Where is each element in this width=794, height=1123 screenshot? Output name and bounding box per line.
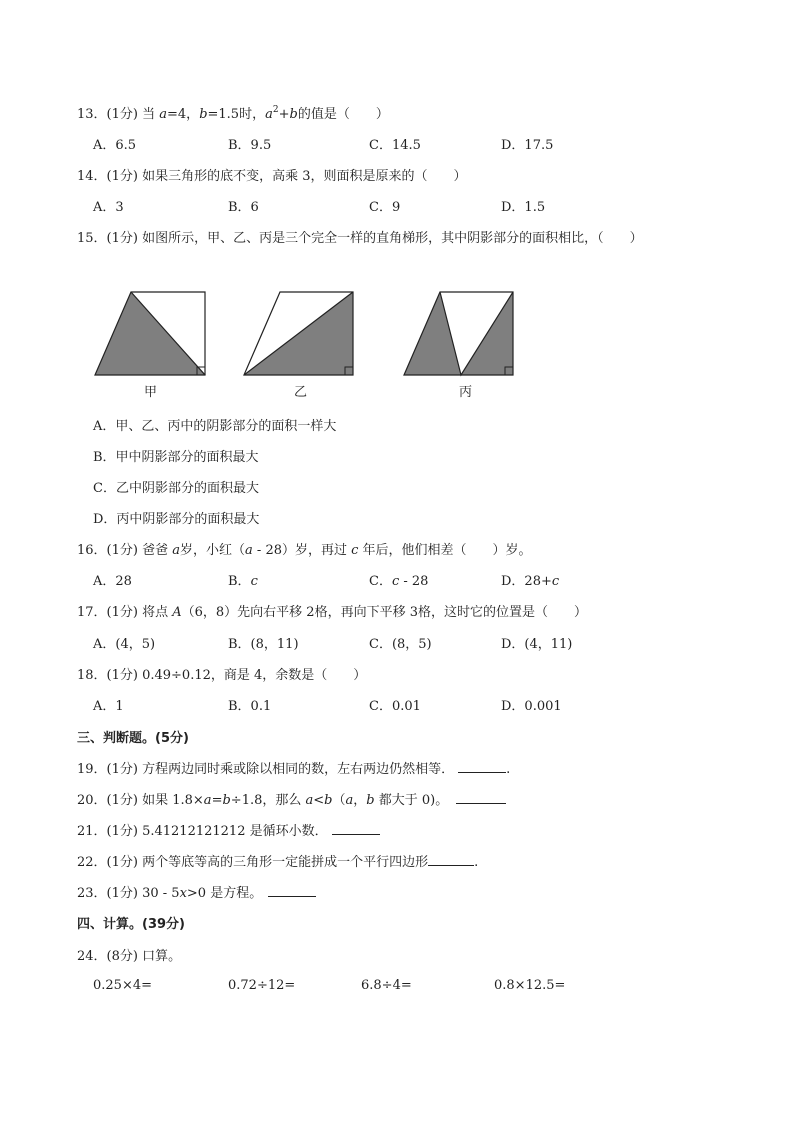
trapezoid-bing-figure <box>403 291 517 378</box>
option-c[interactable]: C．0.01 <box>369 699 421 714</box>
option-c[interactable]: C．9 <box>369 200 401 215</box>
option-d[interactable]: D．28+c <box>501 574 560 589</box>
question-15: 15．(1分) 如图所示，甲、乙、丙是三个完全一样的直角梯形，其中阴影部分的面积相比，（ ） <box>77 231 643 246</box>
option-d[interactable]: D．丙中阴影部分的面积最大 <box>93 512 260 527</box>
option-a[interactable]: A．3 <box>93 200 124 215</box>
answer-blank[interactable] <box>428 853 474 866</box>
option-b[interactable]: B．0.1 <box>228 699 272 714</box>
answer-blank[interactable] <box>332 822 380 835</box>
trapezoid-yi-figure <box>243 291 357 378</box>
option-d[interactable]: D．0.001 <box>501 699 562 714</box>
option-b[interactable]: B．6 <box>228 200 259 215</box>
option-a[interactable]: A．甲、乙、丙中的阴影部分的面积一样大 <box>93 419 337 434</box>
answer-blank[interactable] <box>268 884 316 897</box>
caption-yi: 乙 <box>294 385 308 400</box>
option-d[interactable]: D．(4，11) <box>501 637 573 652</box>
question-24: 24．(8分) 口算。 <box>77 949 182 964</box>
answer-blank[interactable] <box>458 760 506 773</box>
option-a[interactable]: A．1 <box>93 699 124 714</box>
question-17: 17．(1分) 将点 A（6，8）先向右平移 2格，再向下平移 3格，这时它的位置是（ ） <box>77 605 587 620</box>
section-heading-calculation: 四、计算。(39分) <box>77 917 185 932</box>
question-19: 19．(1分) 方程两边同时乘或除以相同的数，左右两边仍然相等． . <box>77 762 511 777</box>
question-18: 18．(1分) 0.49÷0.12，商是 4，余数是（ ） <box>77 668 367 683</box>
option-d[interactable]: D．17.5 <box>501 138 554 153</box>
question-21: 21．(1分) 5.41212121212 是循环小数． <box>77 820 380 839</box>
option-a[interactable]: A．6.5 <box>93 138 137 153</box>
calc-item: 0.25×4= <box>93 978 153 993</box>
calc-item: 6.8÷4= <box>361 978 412 993</box>
option-b[interactable]: B．甲中阴影部分的面积最大 <box>93 450 259 465</box>
question-22: 22．(1分) 两个等底等高的三角形一定能拼成一个平行四边形 . <box>77 855 479 870</box>
question-number: 13．(1分) <box>77 107 138 122</box>
option-a[interactable]: A．(4，5) <box>93 637 156 652</box>
question-14: 14．(1分) 如果三角形的底不变，高乘 3，则面积是原来的（ ） <box>77 169 467 184</box>
option-b[interactable]: B．9.5 <box>228 138 272 153</box>
caption-bing: 丙 <box>459 385 473 400</box>
option-a[interactable]: A．28 <box>93 574 132 589</box>
option-c[interactable]: C．14.5 <box>369 138 421 153</box>
caption-jia: 甲 <box>144 385 158 400</box>
option-b[interactable]: B．c <box>228 574 258 589</box>
answer-blank[interactable] <box>456 791 506 804</box>
option-b[interactable]: B．(8，11) <box>228 637 299 652</box>
option-d[interactable]: D．1.5 <box>501 200 546 215</box>
section-heading-judgment: 三、判断题。(5分) <box>77 731 189 746</box>
calc-item: 0.72÷12= <box>228 978 296 993</box>
option-c[interactable]: C．(8，5) <box>369 637 432 652</box>
calc-item: 0.8×12.5= <box>494 978 566 993</box>
question-13: 13．(1分) 当 a=4，b=1.5时，$a^2+b$的值是（ ） <box>77 105 389 122</box>
question-20: 20．(1分) 如果 1.8×a=b÷1.8，那么 a<b（a，b 都大于 0)。 <box>77 789 506 808</box>
question-16: 16．(1分) 爸爸 a岁，小红（a - 28）岁，再过 c 年后，他们相差（ ）岁。 <box>77 543 532 558</box>
question-23: 23．(1分) 30 - 5x>0 是方程。 <box>77 882 316 901</box>
option-c[interactable]: C．乙中阴影部分的面积最大 <box>93 481 259 496</box>
option-c[interactable]: C．c - 28 <box>369 574 429 589</box>
trapezoid-jia-figure <box>94 291 208 378</box>
